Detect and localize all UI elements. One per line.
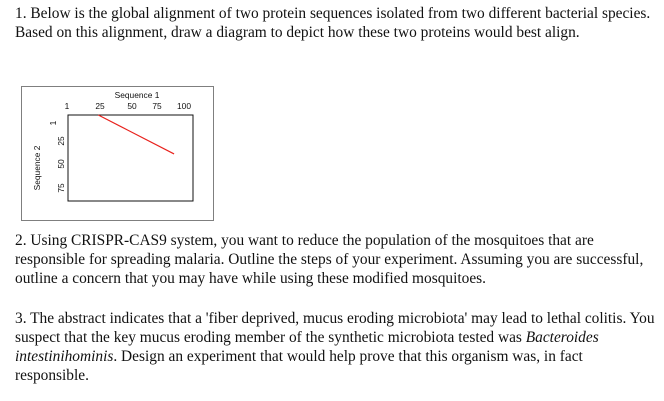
x-axis-label: Sequence 1 bbox=[114, 90, 160, 100]
y-tick-label: 75 bbox=[56, 183, 66, 193]
question-3-text bbox=[15, 309, 655, 385]
y-axis-label: Sequence 2 bbox=[32, 145, 42, 191]
x-tick-label: 25 bbox=[95, 101, 105, 111]
dot-plot bbox=[22, 87, 215, 222]
question-3-text-start: 3. The abstract indicates that a 'fiber deprived, mucus eroding microbiota' may lead to lethal colitis. You suspect that the key mucus eroding member of the synthetic microbiota tested was bbox=[15, 310, 655, 346]
dot-plot-figure bbox=[21, 86, 214, 221]
species-name: Bacteroides intestinihominis bbox=[15, 329, 599, 365]
question-3-text-end: . Design an experiment that would help prove that this organism was, in fact responsible. bbox=[15, 348, 583, 384]
plot-frame bbox=[68, 115, 193, 201]
question-1-text: 1. Below is the global alignment of two protein sequences isolated from two different bacterial species. Based on this alignment, draw a diagram to depict how these two proteins would best align. bbox=[15, 5, 651, 41]
y-tick-label: 25 bbox=[56, 136, 66, 146]
x-tick-label: 1 bbox=[64, 101, 70, 111]
x-tick-label: 75 bbox=[152, 101, 162, 111]
x-tick-label: 50 bbox=[127, 101, 137, 111]
y-tick-label: 1 bbox=[48, 120, 58, 126]
x-tick-label: 100 bbox=[177, 101, 191, 111]
y-tick-label: 50 bbox=[56, 159, 66, 169]
question-2-text: 2. Using CRISPR-CAS9 system, you want to reduce the population of the mosquitoes that are responsible for spreading malaria. Outline the steps of your experiment. Assuming you are successful, outline a concern that you may have while using these modified mosquitoes. bbox=[15, 232, 644, 287]
